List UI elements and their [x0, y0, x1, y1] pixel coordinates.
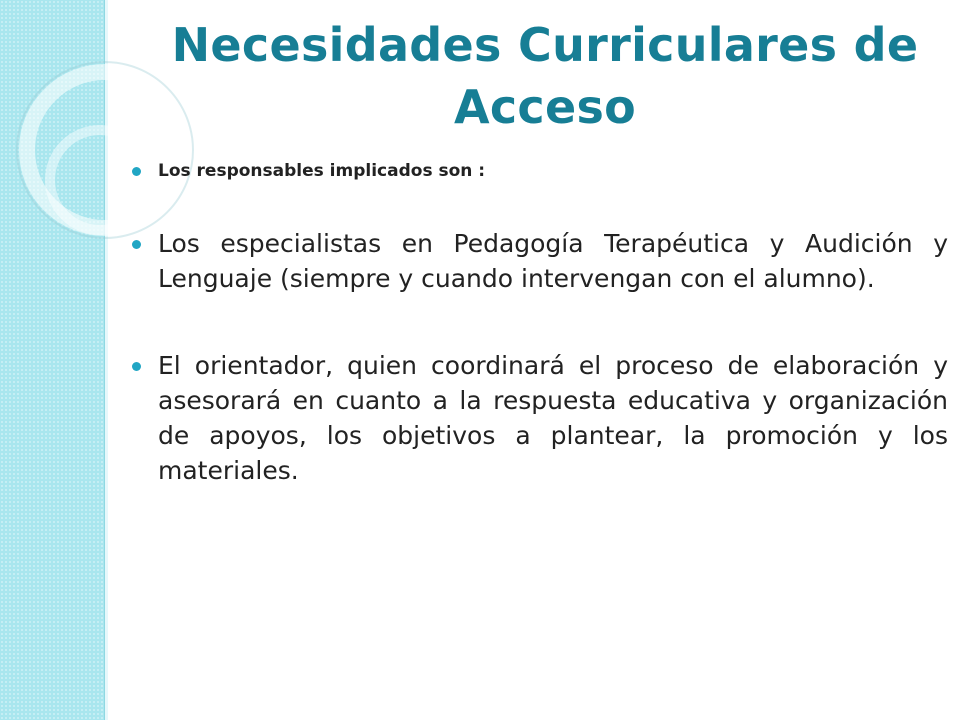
bullet-text: El orientador, quien coordinará el proceso de elaboración y asesorará en cuanto a la respuesta educativa y organización de apoyos, los objetivos a plantear, la promoción y los materiales.: [158, 351, 948, 485]
side-decoration-band: [0, 0, 104, 720]
bullet-text: Los responsables implicados son :: [158, 161, 486, 181]
side-band-edge: [104, 0, 108, 720]
bullet-item: [132, 226, 948, 296]
bullet-dot-icon: [132, 362, 141, 371]
bullet-item: [132, 158, 948, 184]
slide-title: Necesidades Curriculares de Acceso: [171, 18, 919, 134]
bullet-list: [132, 158, 948, 488]
bullet-text: Los especialistas en Pedagogía Terapéutica y Audición y Lenguaje (siempre y cuando intervengan con el alumno).: [158, 229, 948, 293]
bullet-item: [132, 348, 948, 488]
bullet-dot-icon: [132, 167, 141, 176]
bullet-dot-icon: [132, 240, 141, 249]
